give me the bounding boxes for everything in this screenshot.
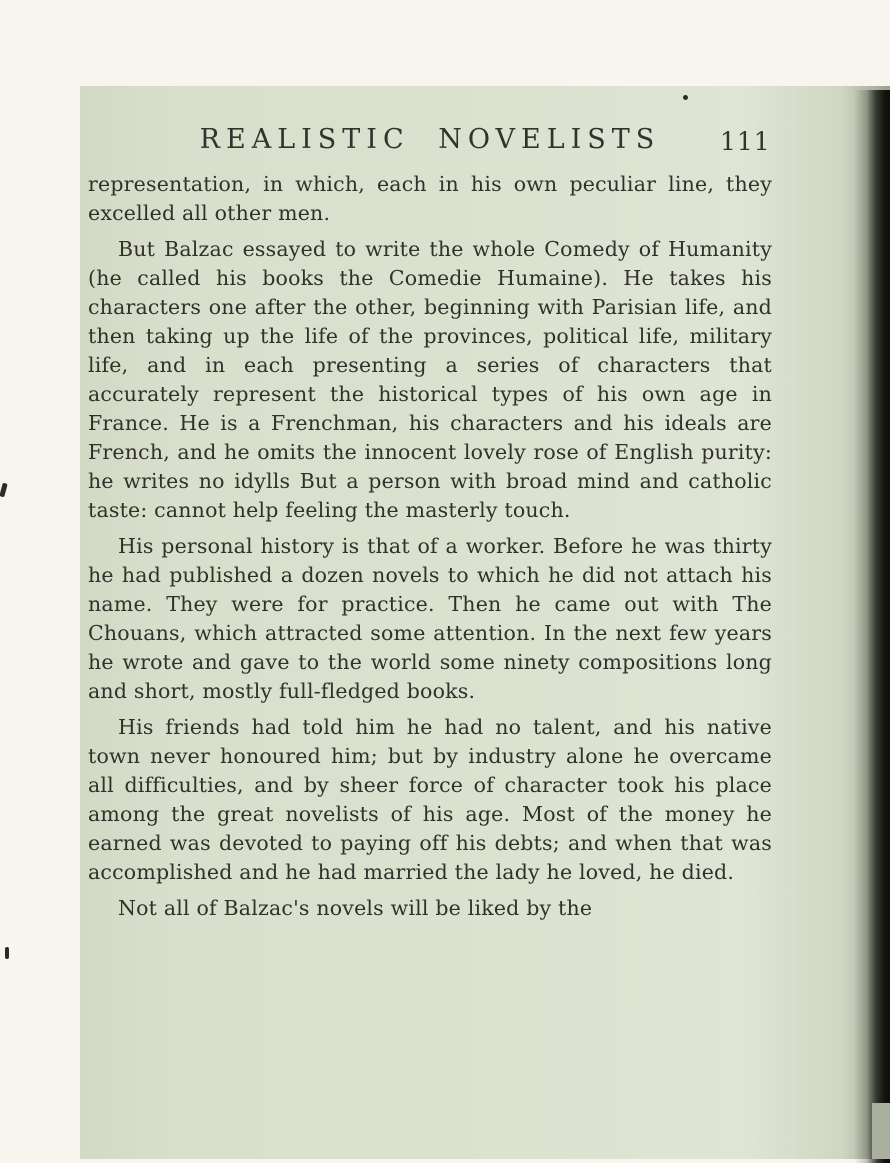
text-block bbox=[88, 170, 772, 930]
page-title: REALISTIC NOVELISTS bbox=[199, 124, 661, 155]
paragraph-balzac-comedy: But Balzac essayed to write the whole Comedy of Humanity (he called his books the Comedie Humaine). He takes his characters one after the other, beginning with Parisian life, and then taking up the life of the provinces, political life, military life, and in each presenting a series of characters that accurately represent the historical types of his own age in France. He is a Frenchman, his characters and his ideals are French, and he omits the innocent lovely rose of English purity: he writes no idylls But a person with broad mind and catholic taste: cannot help feeling the masterly touch. bbox=[88, 237, 772, 522]
paragraph-friends: His friends had told him he had no talent, and his native town never honoured him; but by industry alone he overcame all difficulties, and by sheer force of character took his place among the great novelists of his age. Most of the money he earned was devoted to paying off his debts; and when that was accomplished and he had married the lady he loved, he died. bbox=[88, 715, 772, 884]
page-edge-bottom bbox=[872, 1103, 890, 1159]
page-edge-shadow bbox=[854, 90, 890, 1163]
scan-speck bbox=[0, 483, 8, 498]
page-number: 111 bbox=[720, 127, 771, 156]
scan-speck bbox=[5, 947, 9, 959]
paragraph-personal-history: His personal history is that of a worker. Before he was thirty he had published a dozen novels to which he did not attach his name. They were for practice. Then he came out with The Chouans, which attracted some attention. In the next few years he wrote and gave to the world some ninety compositions long and short, mostly full-fledged books. bbox=[88, 534, 772, 703]
scan-speck bbox=[683, 95, 688, 100]
paragraph-not-all-novels: Not all of Balzac's novels will be liked by the bbox=[118, 896, 593, 920]
paragraph-continuation: representation, in which, each in his own peculiar line, they excelled all other men. bbox=[88, 172, 772, 225]
